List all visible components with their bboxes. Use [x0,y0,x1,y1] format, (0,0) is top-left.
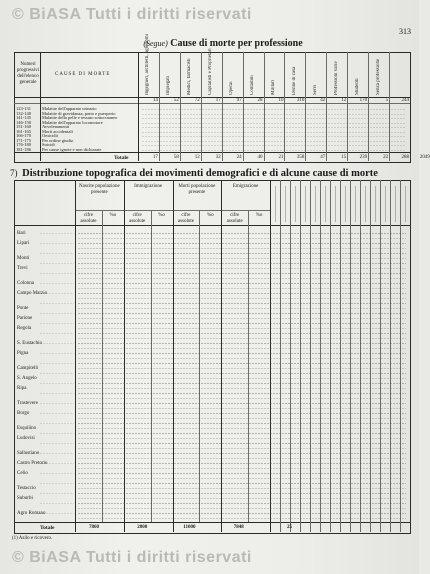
table2-total-value: 11000 [183,525,196,530]
table2-row-values [78,483,406,484]
table1-row-number: 161-165 [16,128,31,134]
table2-row-values [78,243,406,244]
table1-total-value: 12 [194,155,200,160]
table2-row-values [78,368,406,369]
table2-cause-header [365,186,366,222]
table2-cause-header [285,186,286,222]
table2-sub-header: %o [109,213,117,218]
table2-total-value: 7860 [89,525,99,530]
table2-district-name: Celio [17,471,28,476]
table1-top-value: 42 [320,98,326,103]
table2-sub-rule-v [248,210,249,522]
table2-row-values [78,418,406,419]
table1-total-value: 358 [296,155,305,160]
table1-col-header: Studenti [354,78,360,95]
table1-row-label: Omicidii [42,133,58,138]
table2-row-values [78,298,406,299]
table2-row-district-dots [40,413,74,414]
table1-row-number: 171-175 [16,137,31,143]
table1-top-value: 170 [359,98,368,103]
table2-row-values [78,348,406,349]
table1-top-value: 10 [278,98,284,103]
table2-row-values [78,423,406,424]
table2-total-value: 2000 [137,525,148,530]
table2-row-district-dots [40,363,74,364]
table2-col-sep-district [75,180,76,532]
table2-district-name: Borgo [17,411,30,416]
table1-row-label: Malattie dell'apparato urinario [42,106,97,111]
table1-top-value: 28 [257,98,263,103]
table1-total-value: 21 [278,155,284,160]
table2-row-values [78,468,406,469]
table2-row-values [78,493,406,494]
table2-row-values [78,383,406,384]
table1-row-label: Per cause ignote e non dichiarate [42,146,102,152]
table2-total-value: 25 [287,525,293,530]
table2-sub-header: cifre assolute [226,213,243,224]
table2-cause-header [385,186,386,222]
table2-title-text: Distribuzione topografica dei movimenti demografici e di alcune cause di morte [22,168,378,179]
table1-row-number: 181-186 [16,146,31,152]
table1-col-header: Capitalisti e Proprietari [208,48,214,95]
table2-district-name: Ponte [17,306,29,311]
table1-top-value: 52 [173,98,179,103]
table2-row-values [78,488,406,489]
table2-row-district-dots [40,433,74,434]
table2-row-values [78,273,406,274]
table1-row-values [142,118,406,119]
table2-footnote: (1) Asilo e ricovero. [12,536,53,541]
table2-row-values [78,448,406,449]
table2-row-district-dots [40,283,74,284]
table1-cause-header: CAUSE DI MORTE [55,72,111,77]
table2-row-district-dots [40,323,74,324]
table2-row-values [78,268,406,269]
table1-row-values [142,127,406,128]
table2-row-district-dots [40,443,74,444]
table2-cause-header [315,186,316,222]
table2-number: 7) [10,168,18,178]
table2-row-values [78,308,406,309]
table2-row-values [78,428,406,429]
table2-row-district-dots [40,453,74,454]
table1-top-value: 244 [401,98,409,103]
table2-row-values [78,388,406,389]
table1-row-values [142,145,406,146]
table2-cause-header [325,186,326,222]
table2-row-values [78,313,406,314]
table1-top-value: 12 [341,98,347,103]
table1-title [28,38,418,49]
table2-sub-header: %o [158,213,165,218]
table2-row-values [78,398,406,399]
table2-district-name: Regola [17,326,32,331]
table2-cause-header [295,186,296,222]
table2-cause-header [375,186,376,222]
table2-row-district-dots [40,403,74,404]
table1-total-value: 47 [320,155,326,160]
table1-total-value: 58 [173,155,179,160]
table1-col-header: Ingegneri, architetti, agronomi [145,33,151,95]
table1-title-text: Cause di morte per professione [170,38,303,49]
table2-row-district-dots [40,503,74,504]
table2-district-name: Bari [17,231,26,236]
table1-col-header: Impiegati [166,75,172,95]
table2-district-name: Sallustiano [17,451,40,456]
table2-row-values [78,263,406,264]
table1-row-label: Suicidi [42,142,55,147]
table2-row-district-dots [40,333,74,334]
table2-row-values [78,413,406,414]
table2-district-name: Colonna [17,281,34,286]
table2-row-values [78,238,406,239]
table2-row-values [78,343,406,344]
table1-row-number: 141-145 [16,115,31,120]
table2-sub-rule-v [199,210,200,522]
table2-row-values [78,258,406,259]
table2-district-name: Testaccio [17,486,36,491]
table2-row-values [78,318,406,319]
table1-total-label: Totale [114,155,129,161]
table1-left-header: Numeri progressivi dell'elenco generale [16,62,40,85]
table2-sub-header: %o [255,213,263,218]
table2-row-values [78,503,406,504]
table1-row-label: Malattie di gravidanza, parto e puerperio [42,110,116,116]
table2-district-name: S. Angelo [17,376,37,381]
table2-total-value: 7848 [233,525,244,530]
table2-row-values [78,463,406,464]
table2-row-values [78,393,406,394]
table2-sub-rule-v [151,210,152,522]
table2-cause-header [345,186,346,222]
table2-cause-header [355,186,356,222]
table2-row-district-dots [40,233,74,234]
table2-district-name: Monti [17,256,30,261]
table1-total-value: 24 [236,155,242,160]
table2-row-values [78,248,406,249]
table2-row-values [78,338,406,339]
table1-row-number: 146-150 [16,119,31,125]
table2-row-values [78,303,406,304]
table2-row-values [78,288,406,289]
table1-top-value: 97 [236,98,242,103]
table1-row-label: Malattie dell'apparato locomotore [42,119,103,125]
table1-total-value: 32 [215,155,221,160]
table2-district-name: Campo Marzio [17,291,48,296]
table1-col-header: Operai [229,81,235,95]
table2-row-district-dots [40,493,74,494]
table1-total-value: 40 [257,155,263,160]
table2-row-values [78,353,406,354]
table2-row-values [78,278,406,279]
table2-row-values [78,513,406,514]
table2-district-name: Ripa [17,386,27,391]
table2-cause-header [335,186,336,222]
table2-sub-header: cifre assolute [80,213,97,224]
watermark-top: © BiASA Tutti i diritti riservati [12,6,252,23]
table1-total-value: 17 [152,155,158,160]
table2-row-values [78,373,406,374]
page-number: 313 [399,27,411,36]
table2-row-district-dots [40,473,74,474]
table1-row-number: 151-160 [16,124,31,129]
table1-row-values [142,114,406,115]
table2-row-values [78,328,406,329]
table2-group-header: Nascite popolazione presente [79,184,120,195]
table2-cause-header [305,186,306,222]
table2-row-district-dots [40,243,74,244]
table2-row-values [78,403,406,404]
table2-district-name: Trastevere [17,401,38,406]
table1-row-values [142,109,406,110]
table2-district-name: Lipari [17,241,30,246]
table2-total-label: Totale [40,525,55,531]
table1-top-value: 310 [296,98,305,103]
table2-row-values [78,498,406,499]
table2-cause-header [395,186,396,222]
table2-row-district-dots [40,313,74,314]
table1-col-header: Contadini [250,75,256,95]
table1-row-label: Morti accidentali [42,128,73,134]
table1-col-header: Senza professione [375,58,381,95]
table1-row-values [142,141,406,142]
table2-district-name: Parione [17,316,33,321]
table2-row-values [78,333,406,334]
table2-row-values [78,518,406,519]
table1-row-label: Malattie della pelle e tessuto sottocutaneo [42,115,118,120]
table2-row-values [78,433,406,434]
table2-row-values [78,508,406,509]
table1-row-number: 123-131 [16,106,31,111]
table2-row-district-dots [40,303,74,304]
table1-row-label: Avvelenamenti [42,124,70,129]
table1-col-sep-cause [138,52,139,161]
table2-group-header: Morti popolazione presente [178,184,216,195]
watermark-bottom: © BiASA Tutti i diritti riservati [12,549,252,566]
table1-row-number: 166-170 [16,133,31,138]
table2-row-values [78,458,406,459]
table1-col-sep-num [40,52,41,161]
table2-district-name: Trevi [17,266,28,271]
table2-row-values [78,443,406,444]
table2-row-values [78,253,406,254]
table2-row-district-dots [40,513,74,514]
table1-top-value: 14 [152,98,158,103]
table2-district-name: Ludovisi [17,436,35,441]
table1-col-header: Professioni varie [333,61,339,95]
table2-sub-header: cifre assolute [129,213,146,224]
table2-row-district-dots [40,253,74,254]
table1-row-values [142,136,406,137]
table2-row-district-dots [40,483,74,484]
table2-row-values [78,478,406,479]
table1-total-value: 2049 [419,155,430,160]
table2-district-name: Pigna [17,351,29,356]
table2-cause-header [405,186,406,222]
table1-total-value: 239 [359,155,368,160]
table2-district-name: Castro Pretorio [17,461,48,466]
table2-row-district-dots [40,373,74,374]
table2-row-values [78,363,406,364]
table2-row-district-dots [40,273,74,274]
table1-col-header: Militari [271,79,276,95]
table1-total-value: 22 [383,155,389,160]
table2-row-values [78,283,406,284]
table1-col-header: Medici, farmacisti [187,58,193,95]
table2-sub-header: %o [206,213,214,218]
table1-top-value: 5 [385,98,389,103]
table1-col-header: Servi [312,84,318,95]
table2-cause-header [275,186,276,222]
table2-row-district-dots [40,383,74,384]
table1-row-number: 176-180 [16,142,31,147]
table2-row-district-dots [40,263,74,264]
table2-group-header: Emigrazione [232,184,259,189]
table2-district-name: Suburbi [17,496,33,501]
table1-row-number: 132-140 [16,110,31,116]
table1-row-values [142,150,406,151]
table2-district-name: Campitelli [17,366,39,371]
table2-row-district-dots [40,353,74,354]
table2-row-values [78,233,406,234]
table2-sub-header: cifre assolute [177,213,194,224]
table2-row-values [78,378,406,379]
table1-total-value: 15 [341,155,347,160]
table1-row-values [142,123,406,124]
table2-row-values [78,438,406,439]
table1-row-label: Per ordine giudiz. [42,137,75,143]
table2-district-name: S. Eustachio [17,341,42,346]
table1-col-header: Donne di casa [291,66,297,95]
table2-row-values [78,293,406,294]
table2-sub-rule-v [102,210,103,522]
table2-row-values [78,453,406,454]
table2-row-district-dots [40,343,74,344]
table1-total-value: 288 [401,155,409,160]
table1-top-value: 17 [215,98,221,103]
table2-row-values [78,323,406,324]
table1-top-value: 72 [194,98,200,103]
table2-row-district-dots [40,423,74,424]
table2-district-name: Agro Romano [17,511,46,516]
table2-row-values [78,408,406,409]
table2-title [10,168,410,179]
table2-row-district-dots [40,393,74,394]
table2-row-values [78,473,406,474]
table2-row-values [78,358,406,359]
table1-continuation: (Segue) [143,39,168,48]
table2-district-name: Esquilino [17,426,37,431]
table1-row-values [142,132,406,133]
table2-group-header: Immigrazione [134,184,163,189]
